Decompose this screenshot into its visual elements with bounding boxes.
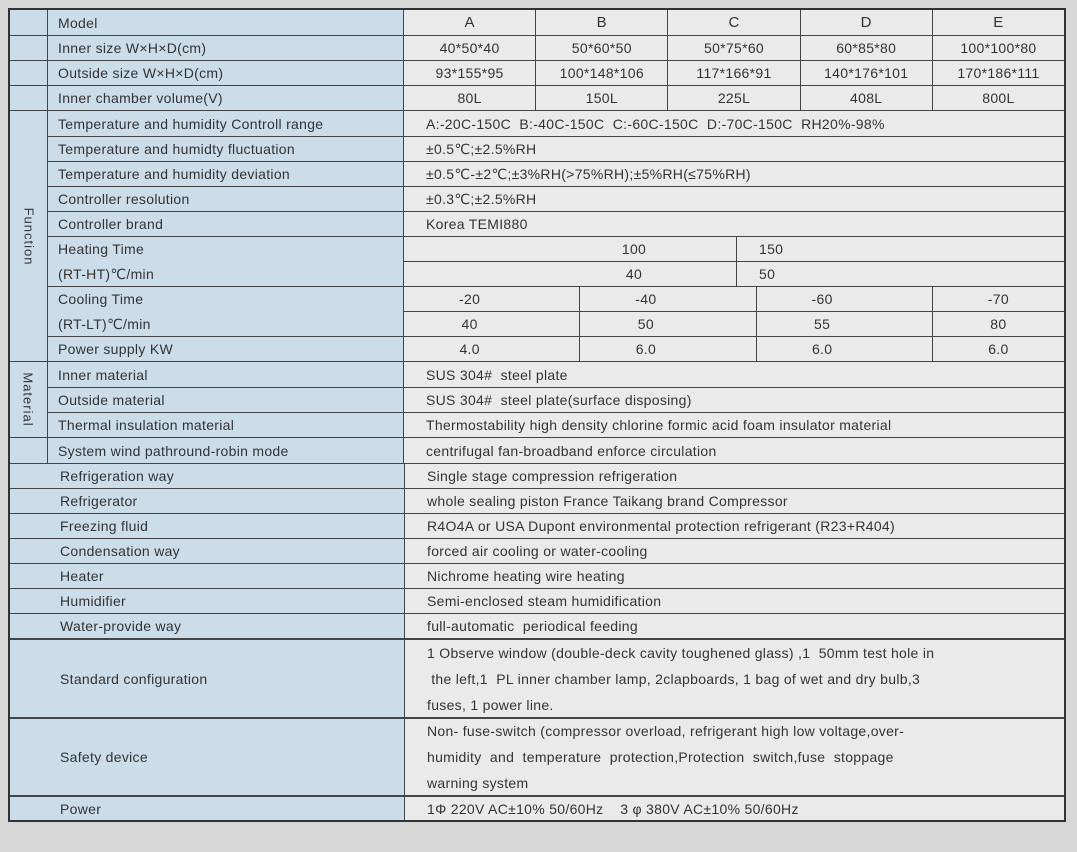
value-line: Non- fuse-switch (compressor overload, refrigerant high low voltage,over- [427,723,905,739]
section-spacer [10,86,47,110]
value-cell: Nichrome heating wire heating [404,564,1064,588]
heating-label-line1: Heating Time [58,240,145,257]
row-label: Outside material [48,388,403,412]
value-cell: 1Φ 220V AC±10% 50/60Hz 3 φ 380V AC±10% 50/60Hz [404,797,1064,820]
value-cell: 100 [403,237,736,261]
value-line: the left,1 PL inner chamber lamp, 2clapboards, 1 bag of wet and dry bulb,3 [427,670,921,687]
value-cell: 6.0 [756,337,932,361]
row-outside-material [48,387,1064,412]
value-cell: 117*166*91 [667,61,799,85]
row-label: Power supply KW [48,337,403,361]
value-cell: 225L [667,86,799,110]
row-inner-size [10,35,1064,60]
heating-row-2 [403,261,1064,286]
row-power-supply [48,336,1064,361]
row-label: Inner chamber volume(V) [47,86,403,110]
row-humidifier [10,588,1064,613]
value-cell: R4O4A or USA Dupont environmental protection refrigerant (R23+R404) [404,514,1064,538]
heating-values [403,237,1064,286]
row-label: Temperature and humidty fluctuation [48,137,403,161]
value-cell: 6.0 [579,337,755,361]
section-function-header [10,111,47,361]
row-label: Controller resolution [48,187,403,211]
value-cell [404,719,1064,795]
row-resolution [48,186,1064,211]
row-controller-brand [48,211,1064,236]
row-label: Refrigeration way [10,464,404,488]
row-label: Condensation way [10,539,404,563]
value-cell: 40 [403,262,736,286]
value-cell: whole sealing piston France Taikang brand Compressor [404,489,1064,513]
section-material-header [10,362,47,437]
value-cell: forced air cooling or water-cooling [404,539,1064,563]
row-label: System wind pathround-robin mode [48,438,403,463]
row-label: Inner size W×H×D(cm) [47,36,403,60]
value-cell: -40 [579,287,755,311]
row-volume [10,85,1064,110]
row-label: Temperature and humidity deviation [48,162,403,186]
row-model [10,10,1064,35]
value-cell: 4.0 [403,337,579,361]
section-function [10,110,1064,361]
row-label: Inner material [48,362,403,387]
cooling-row-2 [403,311,1064,336]
row-label: Power [10,797,404,820]
value-line: warning system [427,775,529,791]
value-cell: 80L [403,86,535,110]
row-standard-configuration [10,638,1064,717]
cooling-label-line2: (RT-LT)℃/min [58,315,151,332]
value-cell: 60*85*80 [800,36,932,60]
value-cell: 50*75*60 [667,36,799,60]
model-col-b: B [535,10,667,35]
value-cell: 6.0 [932,337,1064,361]
value-cell: 150L [535,86,667,110]
power-supply-row [403,337,1064,361]
value-cell: ±0.3℃;±2.5%RH [403,187,1064,211]
spec-row [48,438,1064,463]
row-freezing-fluid [10,513,1064,538]
value-line: fuses, 1 power line. [427,696,554,713]
row-condensation-way [10,538,1064,563]
row-water-provide [10,613,1064,638]
value-cell: 170*186*111 [932,61,1064,85]
value-cell [404,640,1064,717]
value-cell: 100*100*80 [932,36,1064,60]
row-deviation [48,161,1064,186]
power-supply-values [403,337,1064,361]
value-cell: 93*155*95 [403,61,535,85]
cooling-row-1 [403,287,1064,311]
value-cell: 140*176*101 [800,61,932,85]
value-cell: 100*148*106 [535,61,667,85]
model-col-a: A [403,10,535,35]
vertical-label-material: Material [21,372,36,427]
row-label: Controller brand [48,212,403,236]
row-label [48,287,403,336]
value-cell: 40*50*40 [403,36,535,60]
model-col-d: D [800,10,932,35]
row-label: Freezing fluid [10,514,404,538]
value-cell: 800L [932,86,1064,110]
value-cell: -20 [403,287,579,311]
section-material [10,361,1064,437]
value-cell: 50 [736,262,1064,286]
row-label: Thermal insulation material [48,413,403,437]
cooling-values [403,287,1064,336]
value-line: 1 Observe window (double-deck cavity toughened glass) ,1 50mm test hole in [427,644,935,661]
row-label: Safety device [10,719,404,795]
model-row-label: Model [47,10,403,35]
value-cell: SUS 304# steel plate(surface disposing) [403,388,1064,412]
section-function-rows [47,111,1064,361]
value-cell: SUS 304# steel plate [403,362,1064,387]
value-cell: -60 [756,287,932,311]
row-safety-device [10,717,1064,795]
value-cell: 40 [403,312,579,336]
vertical-label-function: Function [21,207,36,265]
system-wind-rows [47,438,1064,463]
heating-label-line2: (RT-HT)℃/min [58,265,155,282]
row-label: Refrigerator [10,489,404,513]
value-cell: Single stage compression refrigeration [404,464,1064,488]
row-label: Humidifier [10,589,404,613]
value-cell: 50*60*50 [535,36,667,60]
section-spacer [10,61,47,85]
model-col-c: C [667,10,799,35]
row-control-range [48,111,1064,136]
section-spacer [10,10,47,35]
row-label: Temperature and humidity Controll range [48,111,403,136]
value-cell: Thermostability high density chlorine formic acid foam insulator material [403,413,1064,437]
value-cell: 55 [756,312,932,336]
value-cell: centrifugal fan-broadband enforce circulation [403,438,1064,463]
value-line: humidity and temperature protection,Protection switch,fuse stoppage [427,749,894,765]
spec-table [8,8,1066,822]
row-refrigeration-way [10,463,1064,488]
row-fluctuation [48,136,1064,161]
row-label: Outside size W×H×D(cm) [47,61,403,85]
value-cell: Semi-enclosed steam humidification [404,589,1064,613]
row-label: Heater [10,564,404,588]
value-cell: 150 [736,237,1064,261]
value-cell: A:-20C-150C B:-40C-150C C:-60C-150C D:-70C-150C RH20%-98% [403,111,1064,136]
section-spacer [10,438,47,463]
row-inner-material [48,362,1064,387]
row-refrigerator [10,488,1064,513]
value-cell: full-automatic periodical feeding [404,614,1064,638]
row-heater [10,563,1064,588]
row-label: Water-provide way [10,614,404,638]
row-power [10,795,1064,820]
value-cell: ±0.5℃-±2℃;±3%RH(>75%RH);±5%RH(≤75%RH) [403,162,1064,186]
cooling-label-line1: Cooling Time [58,290,144,307]
section-spacer [10,36,47,60]
row-heating-time [48,236,1064,286]
row-label [48,237,403,286]
row-outside-size [10,60,1064,85]
row-cooling-time [48,286,1064,336]
value-cell: Korea TEMI880 [403,212,1064,236]
value-cell: 80 [932,312,1064,336]
row-thermal-insulation [48,412,1064,437]
value-cell: 408L [800,86,932,110]
value-cell: ±0.5℃;±2.5%RH [403,137,1064,161]
row-system-wind [10,437,1064,463]
row-label: Standard configuration [10,640,404,717]
heating-row-1 [403,237,1064,261]
model-col-e: E [932,10,1064,35]
value-cell: -70 [932,287,1064,311]
section-material-rows [47,362,1064,437]
value-cell: 50 [579,312,755,336]
